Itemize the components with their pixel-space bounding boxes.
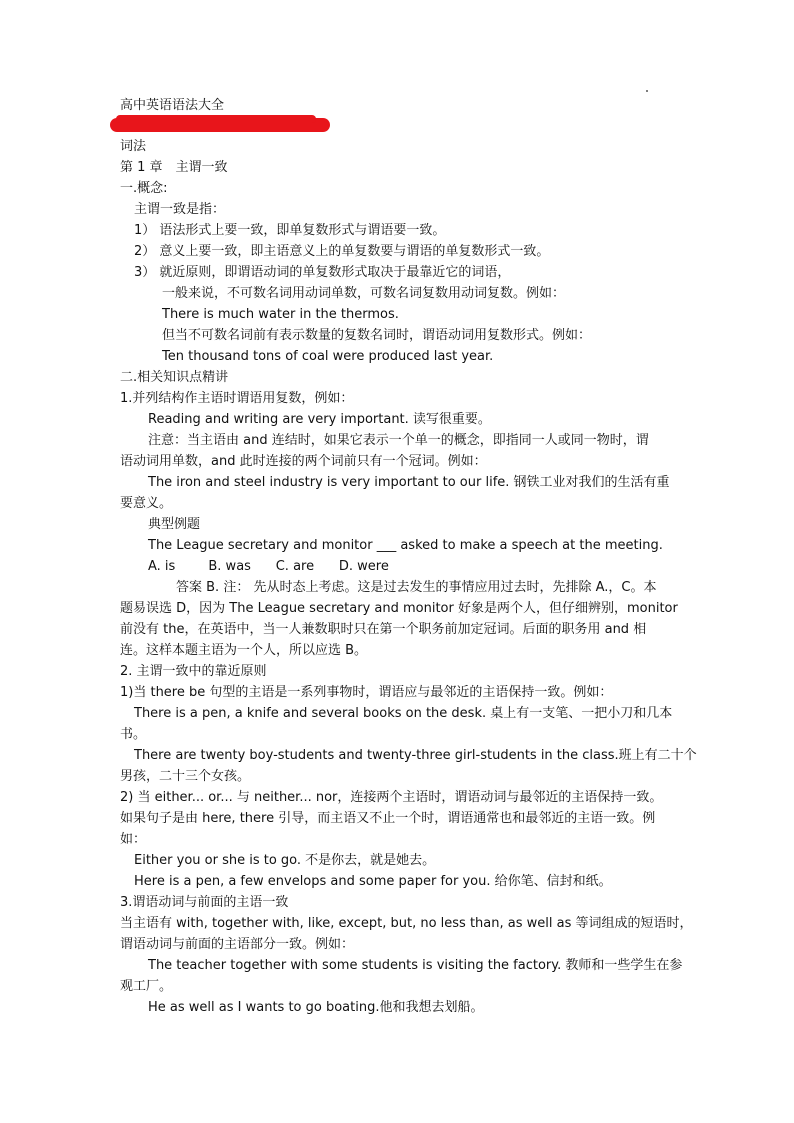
- subsection-title: 3.谓语动词与前面的主语一致: [120, 895, 289, 910]
- answer-line: 连。这样本题主语为一个人，所以应选 B。: [120, 643, 368, 658]
- text-line: 当主语有 with, together with, like, except, but, no less than, as well as 等词组成的短语时，: [120, 916, 693, 931]
- example-line: Either you or she is to go. 不是你去，就是她去。: [134, 853, 436, 868]
- example-line: The iron and steel industry is very important to our life. 钢铁工业对我们的生活有重: [148, 475, 670, 490]
- list-item: 1） 语法形式上要一致，即单复数形式与谓语要一致。: [134, 223, 446, 238]
- part1-heading: 一.概念:: [120, 181, 168, 196]
- example-line: Ten thousand tons of coal were produced last year.: [162, 349, 494, 364]
- text-line: 男孩，二十三个女孩。: [120, 769, 251, 784]
- answer-line: 前没有 the，在英语中，当一人兼数职时只在第一个职务前加定冠词。后面的职务用 and 相: [120, 622, 647, 637]
- text-line: 但当不可数名词前有表示数量的复数名词时，谓语动词用复数形式。例如：: [162, 328, 592, 343]
- chapter-heading: 第 1 章 主谓一致: [120, 160, 228, 175]
- speck-mark: [646, 90, 648, 92]
- example-line: The teacher together with some students is visiting the factory. 教师和一些学生在参: [148, 958, 683, 973]
- question-line: The League secretary and monitor ___ asked to make a speech at the meeting.: [148, 538, 663, 553]
- example-line: There are twenty boy-students and twenty-three girl-students in the class.班上有二十个: [134, 748, 697, 763]
- text-line: 观工厂。: [120, 979, 173, 994]
- example-line: There is much water in the thermos.: [162, 307, 399, 322]
- example-line: Here is a pen, a few envelops and some paper for you. 给你笔、信封和纸。: [134, 874, 612, 889]
- list-item: 2） 意义上要一致，即主语意义上的单复数要与谓语的单复数形式一致。: [134, 244, 550, 259]
- subsection-title: 1.并列结构作主语时谓语用复数，例如：: [120, 391, 354, 406]
- text-line: 1)当 there be 句型的主语是一系列事物时，谓语应与最邻近的主语保持一致。例如：: [120, 685, 613, 700]
- text-line: 语动词用单数，and 此时连接的两个词前只有一个冠词。例如：: [120, 454, 487, 469]
- list-item: 3） 就近原则，即谓语动词的单复数形式取决于最靠近它的词语，: [134, 265, 511, 280]
- redaction-mark: [110, 118, 330, 132]
- text-line: 一般来说，不可数名词用动词单数，可数名词复数用动词复数。例如：: [162, 286, 566, 301]
- text-line: 注意：当主语由 and 连结时，如果它表示一个单一的概念，即指同一人或同一物时，谓: [148, 433, 649, 448]
- text-line: 谓语动词与前面的主语部分一致。例如：: [120, 937, 355, 952]
- text-line: 如：: [120, 832, 147, 847]
- example-line: He as well as I wants to go boating.他和我想去划船。: [148, 1000, 484, 1015]
- text-line: 书。: [120, 727, 147, 742]
- answer-line: 题易误选 D，因为 The League secretary and monitor 好象是两个人，但仔细辨别，monitor: [120, 601, 678, 616]
- text-line: 主谓一致是指：: [134, 202, 226, 217]
- text-line: 典型例题: [148, 517, 201, 532]
- text-line: 要意义。: [120, 496, 173, 511]
- example-line: There is a pen, a knife and several books on the desk. 桌上有一支笔、一把小刀和几本: [134, 706, 673, 721]
- document-title: 高中英语语法大全: [120, 98, 225, 113]
- example-line: Reading and writing are very important. 读写很重要。: [148, 412, 491, 427]
- part2-heading: 二.相关知识点精讲: [120, 370, 229, 385]
- subsection-title: 2. 主谓一致中的靠近原则: [120, 664, 267, 679]
- text-line: 2) 当 either... or... 与 neither... nor，连接两个主语时，谓语动词与最邻近的主语保持一致。: [120, 790, 663, 805]
- answer-line: 答案 B. 注： 先从时态上考虑。这是过去发生的事情应用过去时，先排除 A.，C。本: [176, 580, 657, 595]
- options-line: A. is B. was C. are D. were: [148, 559, 389, 574]
- text-line: 如果句子是由 here, there 引导，而主语又不止一个时，谓语通常也和最邻近的主语一致。例: [120, 811, 656, 826]
- section-heading: 词法: [120, 139, 147, 154]
